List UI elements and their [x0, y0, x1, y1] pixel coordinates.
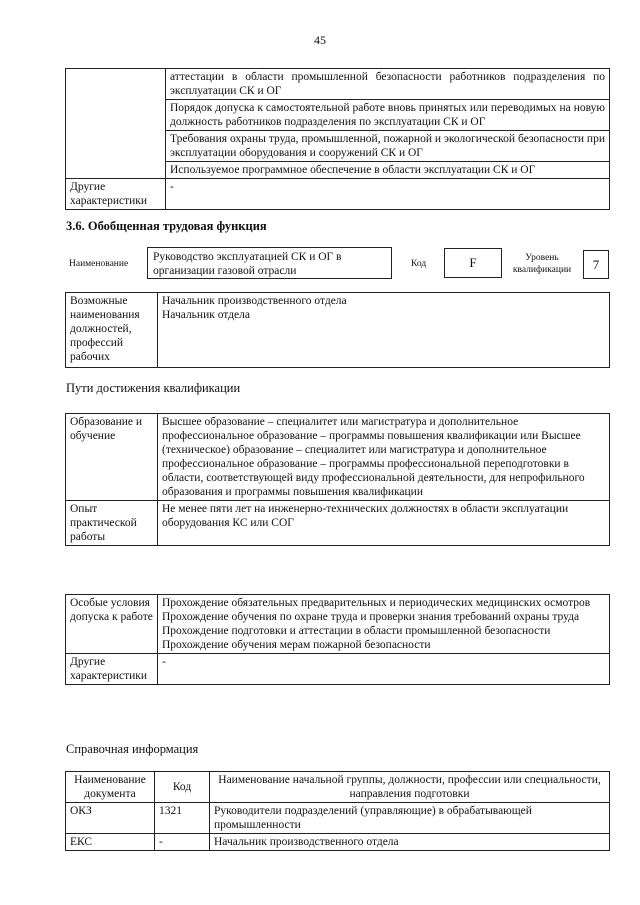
condition-item: Прохождение обязательных предварительных и периодических медицинских осмотров — [162, 597, 591, 609]
other-characteristics-label: Другие характеристики — [66, 654, 158, 685]
knowledge-cell: Порядок допуска к самостоятельной работе вновь принятых или переводимых на новую должность работников подразделения по эксплуатации СК и ОГ — [166, 100, 610, 131]
positions-table — [65, 292, 610, 368]
experience-label: Опыт практической работы — [66, 501, 158, 546]
top-table — [65, 68, 610, 210]
table-row — [66, 414, 610, 501]
education-table — [65, 413, 610, 546]
paths-title: Пути достижения квалификации — [66, 381, 241, 395]
table-row — [66, 654, 610, 685]
name-cell: Начальник производственного отдела — [210, 834, 610, 851]
code-cell: 1321 — [155, 803, 210, 834]
table-row — [66, 501, 610, 546]
table-row — [66, 803, 610, 834]
level-label: Уровень квалификации — [512, 253, 572, 275]
positions-values — [158, 293, 610, 368]
other-characteristics-label: Другие характеристики — [66, 179, 166, 210]
name-cell: Руководители подразделений (управляющие) в обрабатывающей промышленности — [210, 803, 610, 834]
section-title: 3.6. Обобщенная трудовая функция — [66, 219, 267, 233]
page-number: 45 — [314, 33, 326, 47]
knowledge-cell: Используемое программное обеспечение в области эксплуатации СК и ОГ — [166, 162, 610, 179]
education-label: Образование и обучение — [66, 414, 158, 501]
position-item: Начальник производственного отдела — [162, 295, 347, 307]
special-conditions-values — [158, 595, 610, 654]
education-value: Высшее образование – специалитет или магистратура и дополнительное профессиональное образование – программы повышения квалификации или Высшее (техническое) образование – специалитет или магистратура и дополнительное профессиональное образование – программы профессиональной переподготовки в области, соответствующей виду профессиональной деятельности, для непрофильного образования и программы повышения квалификации — [158, 414, 610, 501]
name-value: Руководство эксплуатацией СК и ОГ в организации газовой отрасли — [147, 247, 392, 279]
positions-label: Возможные наименования должностей, профессий рабочих — [66, 293, 158, 368]
table-row — [66, 595, 610, 654]
header-document: Наименование документа — [66, 772, 155, 803]
table-row — [66, 293, 610, 368]
header-code: Код — [155, 772, 210, 803]
empty-label-cell — [66, 69, 166, 179]
table-header-row — [66, 772, 610, 803]
knowledge-cell: Требования охраны труда, промышленной, пожарной и экологической безопасности при эксплуатации оборудования и сооружений СК и ОГ — [166, 131, 610, 162]
code-label: Код — [411, 259, 427, 269]
special-conditions-label: Особые условия допуска к работе — [66, 595, 158, 654]
reference-table — [65, 771, 610, 851]
code-value: F — [444, 248, 502, 278]
table-row — [66, 179, 610, 210]
condition-item: Прохождение обучения по охране труда и проверки знания требований охраны труда — [162, 611, 580, 623]
condition-item: Прохождение подготовки и аттестации в области промышленной безопасности — [162, 625, 551, 637]
level-value: 7 — [583, 250, 609, 279]
other-characteristics-value: - — [166, 179, 610, 210]
position-item: Начальник отдела — [162, 309, 250, 321]
special-conditions-table — [65, 594, 610, 685]
condition-item: Прохождение обучения мерам пожарной безопасности — [162, 639, 431, 651]
reference-title: Справочная информация — [66, 742, 199, 756]
experience-value: Не менее пяти лет на инженерно-технических должностях в области эксплуатации оборудования КС или СОГ — [158, 501, 610, 546]
code-cell: - — [155, 834, 210, 851]
table-row — [66, 69, 610, 100]
doc-cell: ОКЗ — [66, 803, 155, 834]
table-row — [66, 834, 610, 851]
header-name: Наименование начальной группы, должности, профессии или специальности, направления подготовки — [210, 772, 610, 803]
doc-cell: ЕКС — [66, 834, 155, 851]
knowledge-cell: аттестации в области промышленной безопасности работников подразделения по эксплуатации СК и ОГ — [166, 69, 610, 100]
name-label: Наименование — [69, 259, 129, 269]
other-characteristics-value: - — [158, 654, 610, 685]
